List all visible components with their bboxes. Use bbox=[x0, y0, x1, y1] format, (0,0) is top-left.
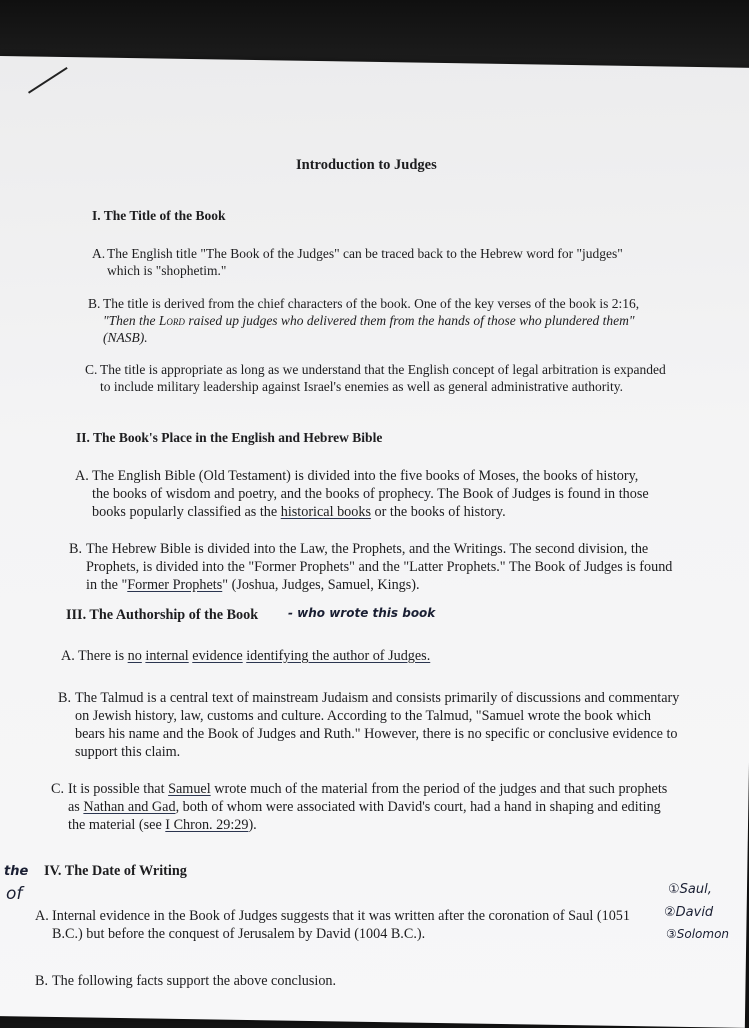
paragraph-marker: B. bbox=[58, 690, 72, 706]
underlined-former-prophets: Former Prophets bbox=[127, 577, 223, 593]
paragraph-text-end: " (Joshua, Judges, Samuel, Kings). bbox=[222, 577, 420, 593]
paragraph-marker: B. bbox=[69, 541, 83, 557]
paragraph-2b bbox=[69, 540, 676, 594]
document-title: Introduction to Judges bbox=[296, 157, 437, 173]
paragraph-3b bbox=[58, 689, 681, 761]
paragraph-text: The Talmud is a central text of mainstream Judaism and consists primarily of discussions and commentary on Jewish history, law, customs and culture. According to the Talmud, "Samuel wrote the book which bears his name and the Book of Judges and Ruth." However, there is no specific or conclusive evidence to support this claim. bbox=[75, 690, 680, 760]
paragraph-text: Internal evidence in the Book of Judges suggests that it was written after the coronation of Saul (1051 B.C.) but before the conquest of Jerusalem by David (1004 B.C.). bbox=[52, 908, 630, 942]
section-heading-title: I. The Title of the Book bbox=[92, 208, 226, 223]
pen-stroke-mark bbox=[28, 67, 68, 94]
verse-quote-end: raised up judges who delivered them from the hands of those who plundered them" (NASB). bbox=[103, 313, 635, 345]
handwritten-margin-of: of bbox=[6, 884, 23, 904]
paragraph-text: The English Bible (Old Testament) is divided into the five books of Moses, the books of history, the books of wisdom and poetry, and the books of prophecy. The Book of Judges is found in those books popularly classified as the bbox=[92, 468, 649, 520]
handwritten-list-david: ②David bbox=[664, 905, 714, 920]
section-heading-authorship: III. The Authorship of the Book bbox=[66, 607, 259, 623]
paragraph-marker: A. bbox=[75, 468, 89, 484]
paragraph-3c bbox=[51, 780, 672, 834]
handwritten-note-authorship: - who wrote this book bbox=[288, 606, 436, 620]
paragraph-text: There is bbox=[78, 648, 128, 664]
paragraph-4a bbox=[35, 907, 662, 943]
underlined-chronicles-ref: I Chron. 29:29 bbox=[165, 817, 249, 833]
handwritten-margin-the: the bbox=[4, 864, 29, 879]
verse-lord: Lord bbox=[158, 313, 185, 328]
paragraph-marker: B. bbox=[35, 973, 49, 989]
section-heading-place: II. The Book's Place in the English and Hebrew Bible bbox=[76, 430, 383, 445]
paragraph-1b bbox=[88, 295, 669, 346]
paragraph-1a bbox=[92, 245, 627, 279]
paragraph-text-mid: wrote much of the material from the period of the judges and that such prophets as bbox=[68, 781, 668, 815]
handwritten-list-solomon: ③Solomon bbox=[666, 927, 730, 941]
paragraph-text: The Hebrew Bible is divided into the Law, the Prophets, and the Writings. The second division, the Prophets, is divided into the "Former Prophets" and the "Latter Prophets." The Book of Judges is found in the " bbox=[86, 541, 673, 593]
handwritten-list-saul: ①Saul, bbox=[668, 882, 712, 897]
paragraph-text: It is possible that bbox=[68, 781, 169, 797]
paragraph-text-end: ). bbox=[248, 817, 257, 833]
underlined-samuel: Samuel bbox=[168, 781, 211, 797]
underlined-nathan-and-gad: Nathan and Gad bbox=[83, 799, 176, 815]
paragraph-2a bbox=[75, 467, 652, 521]
paragraph-marker: A. bbox=[92, 246, 106, 261]
paragraph-4b bbox=[35, 972, 662, 990]
paragraph-3a bbox=[61, 647, 638, 665]
underlined-historical-books: historical books bbox=[280, 504, 371, 520]
paragraph-marker: A. bbox=[61, 648, 75, 664]
section-heading-date: IV. The Date of Writing bbox=[44, 863, 187, 879]
underlined-identifying-author: identifying the author of Judges. bbox=[246, 648, 431, 664]
underlined-evidence: evidence bbox=[192, 648, 243, 664]
paragraph-marker: A. bbox=[35, 908, 49, 924]
paragraph-text-mid: , both of whom were associated with David's court, had a hand in shaping and editing the material (see bbox=[68, 799, 661, 833]
paragraph-marker: B. bbox=[88, 296, 101, 311]
paragraph-text: The title is appropriate as long as we understand that the English concept of legal arbitration is expanded to include military leadership against Israel's enemies as well as general administrative authority. bbox=[100, 362, 666, 394]
paragraph-text: The English title "The Book of the Judges" can be traced back to the Hebrew word for "judges" which is "shophetim." bbox=[107, 246, 623, 278]
verse-quote-start: "Then the bbox=[103, 313, 159, 328]
paragraph-text-end: or the books of history. bbox=[370, 504, 506, 520]
underlined-internal: internal bbox=[145, 648, 189, 664]
paragraph-marker: C. bbox=[51, 781, 65, 797]
paragraph-text: The following facts support the above conclusion. bbox=[52, 973, 337, 989]
underlined-no: no bbox=[127, 648, 142, 664]
paragraph-marker: C. bbox=[85, 362, 98, 377]
paragraph-text: The title is derived from the chief characters of the book. One of the key verses of the book is 2:16, bbox=[103, 296, 640, 311]
paragraph-1c bbox=[85, 361, 676, 395]
